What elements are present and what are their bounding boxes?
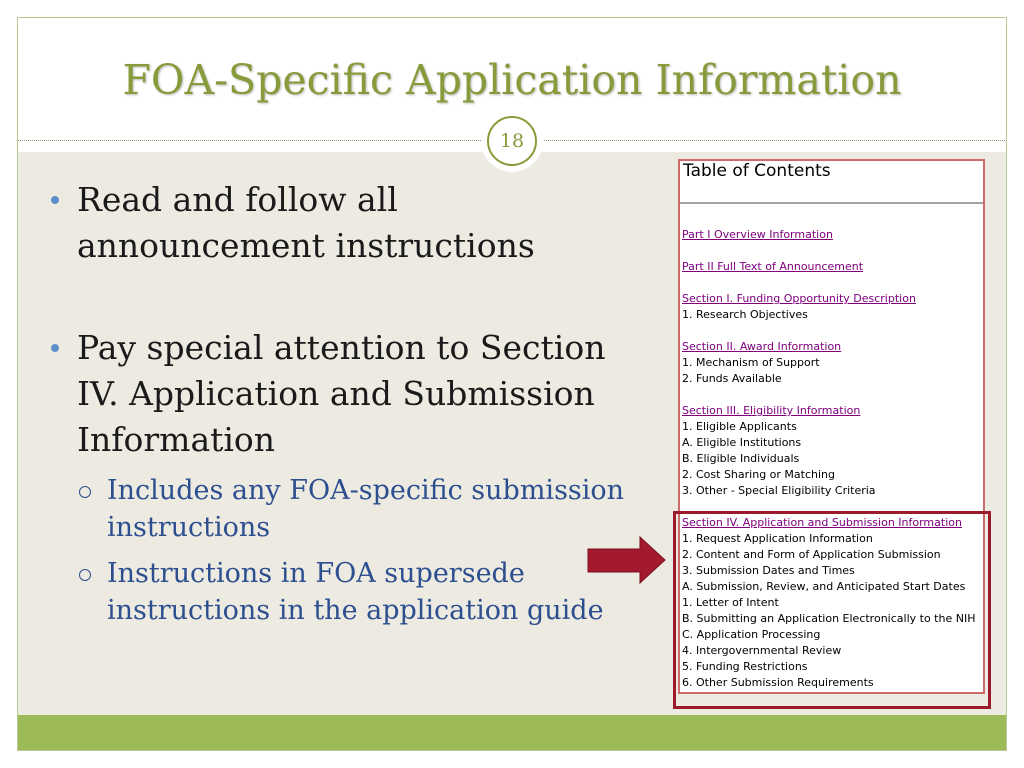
page-number-ring [487,116,537,166]
sub-bullet-line: Includes any FOA-specific submission [107,475,625,506]
toc-item: 5. Funding Restrictions [682,660,808,673]
page-number-badge [481,110,543,172]
bullet-line: Pay special attention to Section [77,328,606,367]
toc-link-section-iii: Section III. Eligibility Information [682,404,861,417]
toc-item: 3. Submission Dates and Times [682,564,855,577]
toc-item: 3. Other - Special Eligibility Criteria [682,484,876,497]
toc-link-section-i: Section I. Funding Opportunity Description [682,292,916,305]
bullet-line: Read and follow all [77,180,398,219]
toc-item: 2. Funds Available [682,372,782,385]
sub-bullet-line: instructions [107,512,271,543]
toc-item: B. Submitting an Application Electronically to the NIH [682,612,976,625]
toc-link-section-iv: Section IV. Application and Submission Information [682,516,962,529]
bullet-line: Information [77,420,276,459]
toc-item: A. Submission, Review, and Anticipated Start Dates [682,580,966,593]
toc-link-part-ii: Part II Full Text of Announcement [682,260,864,273]
section-iv-highlight-box [673,511,991,709]
toc-item: 2. Cost Sharing or Matching [682,468,835,481]
bullet-line: announcement instructions [77,226,535,265]
toc-item: A. Eligible Institutions [682,436,802,449]
toc-link-part-i: Part I Overview Information [682,228,833,241]
toc-title: Table of Contents [683,161,831,181]
toc-link-section-ii: Section II. Award Information [682,340,842,353]
toc-item: 1. Eligible Applicants [682,420,797,433]
sub-bullet-line: instructions in the application guide [107,595,604,626]
toc-item: 2. Content and Form of Application Submission [682,548,941,561]
toc-item: C. Application Processing [682,628,821,641]
sub-bullet-line: Instructions in FOA supersede [107,558,525,589]
slide-title: FOA-Specific Application Information [122,56,902,104]
bullet-line: IV. Application and Submission [77,374,595,413]
toc-item: 6. Other Submission Requirements [682,676,874,689]
page-number: 18 [499,130,525,152]
toc-item: 1. Research Objectives [682,308,808,321]
right-arrow-icon [586,535,668,585]
toc-item: 1. Request Application Information [682,532,873,545]
toc-item: 1. Letter of Intent [682,596,779,609]
toc-item: 1. Mechanism of Support [682,356,820,369]
toc-item: 4. Intergovernmental Review [682,644,842,657]
toc-item: B. Eligible Individuals [682,452,800,465]
